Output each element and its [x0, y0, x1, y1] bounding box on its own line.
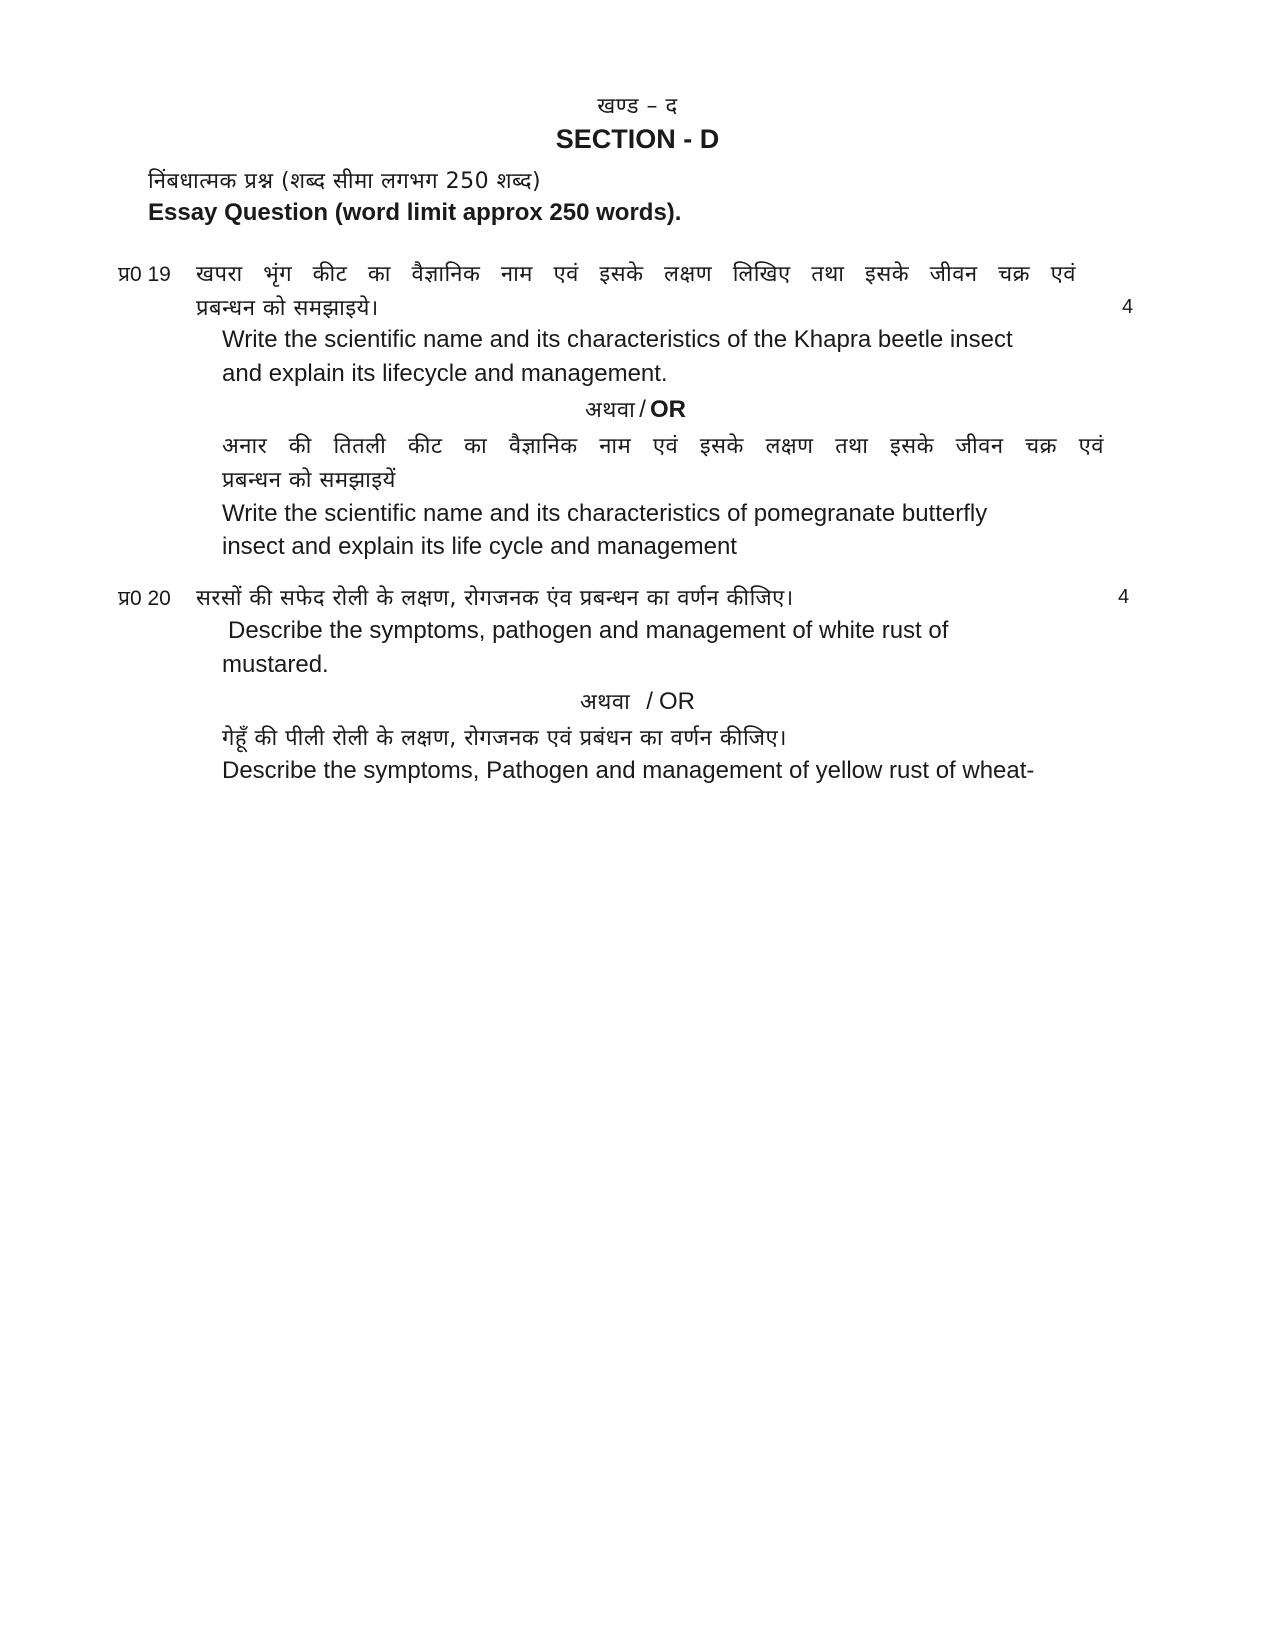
- section-hindi-title: खण्ड – द: [597, 94, 678, 119]
- marks-label: 4: [1118, 586, 1130, 608]
- alt-question-hindi-line: प्रबन्धन को समझाइयें: [222, 468, 396, 493]
- alt-question-english-line: Describe the symptoms, Pathogen and management of yellow rust of wheat-: [222, 757, 1035, 784]
- or-divider: [580, 686, 695, 716]
- or-hindi: अथवा: [585, 398, 636, 423]
- or-english: OR: [658, 688, 695, 715]
- alt-question-hindi-line: अनार की तितली कीट का वैज्ञानिक नाम एवं इसके लक्षण तथा इसके जीवन चक्र एवं: [222, 434, 1104, 459]
- question-english-line: Write the scientific name and its characteristics of the Khapra beetle insect: [222, 326, 1013, 353]
- section-english-title: SECTION - D: [555, 124, 720, 154]
- question-number: प्र0 19: [118, 263, 171, 286]
- question-english-line: mustared.: [222, 651, 329, 678]
- marks-label: 4: [1122, 296, 1134, 318]
- question-english-line: and explain its lifecycle and management.: [222, 360, 668, 387]
- or-separator: /: [639, 396, 646, 423]
- question-hindi-line: सरसों की सफेद रोली के लक्षण, रोगजनक एंव प्रबन्धन का वर्णन कीजिए।: [196, 586, 794, 611]
- or-hindi: अथवा: [580, 690, 631, 715]
- alt-question-english-line: insect and explain its life cycle and management: [222, 533, 737, 560]
- alt-question-english-line: Write the scientific name and its characteristics of pomegranate butterfly: [222, 500, 988, 527]
- question-english-line: Describe the symptoms, pathogen and management of white rust of: [228, 617, 949, 644]
- or-english: OR: [649, 396, 686, 423]
- english-instruction: Essay Question (word limit approx 250 words).: [148, 199, 682, 226]
- or-separator: /: [646, 688, 653, 715]
- alt-question-hindi-line: गेहूँ की पीली रोली के लक्षण, रोगजनक एवं प्रबंधन का वर्णन कीजिए।: [222, 726, 787, 751]
- hindi-instruction: निंबधात्मक प्रश्न (शब्द सीमा लगभग 250 शब्द): [148, 169, 542, 194]
- question-hindi-line: खपरा भृंग कीट का वैज्ञानिक नाम एवं इसके लक्षण लिखिए तथा इसके जीवन चक्र एवं: [196, 262, 1076, 287]
- or-divider: [585, 394, 686, 424]
- question-hindi-line: प्रबन्धन को समझाइये।: [196, 296, 379, 321]
- question-number: प्र0 20: [118, 587, 171, 610]
